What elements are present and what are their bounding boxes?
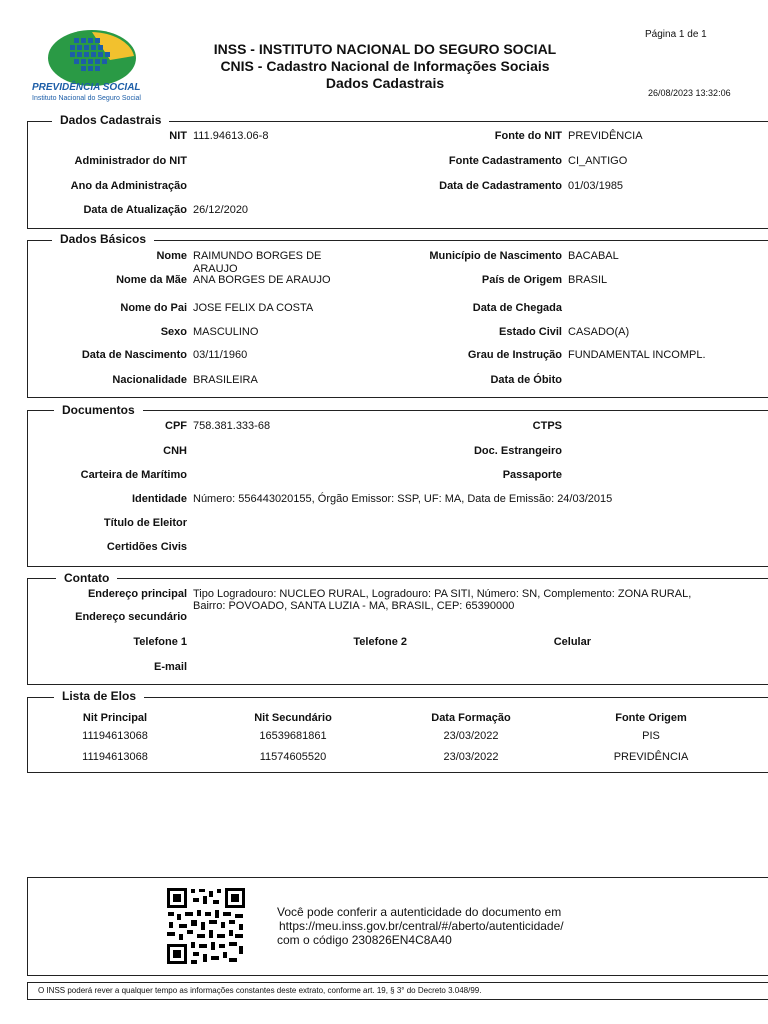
nome-value-line1: RAIMUNDO BORGES DE bbox=[193, 250, 322, 262]
endereco-secundario-label: Endereço secundário bbox=[75, 611, 187, 623]
generated-datetime: 26/08/2023 13:32:06 bbox=[648, 88, 731, 98]
nascimento-label: Data de Nascimento bbox=[81, 349, 187, 361]
table-cell: 11194613068 bbox=[82, 751, 148, 763]
auth-url[interactable]: https://meu.inss.gov.br/central/#/aberto/autenticidade/ bbox=[279, 919, 564, 933]
grau-value: FUNDAMENTAL INCOMPL. bbox=[568, 349, 706, 361]
nit-value: 111.94613.06-8 bbox=[193, 130, 269, 142]
admin-nit-label: Administrador do NIT bbox=[74, 155, 187, 167]
chegada-label: Data de Chegada bbox=[472, 302, 562, 314]
nacionalidade-label: Nacionalidade bbox=[112, 374, 187, 386]
ano-admin-label: Ano da Administração bbox=[70, 180, 187, 192]
section-title: Contato bbox=[56, 571, 117, 585]
fonte-nit-value: PREVIDÊNCIA bbox=[568, 130, 643, 142]
endereco-principal-line2: Bairro: POVOADO, SANTA LUZIA - MA, BRASIL, CEP: 65390000 bbox=[193, 600, 515, 612]
footer-note: O INSS poderá rever a qualquer tempo as informações constantes deste extrato, conforme art. 19, § 3° do Decreto 3.048/99. bbox=[38, 986, 482, 995]
nascimento-value: 03/11/1960 bbox=[193, 349, 248, 361]
nacionalidade-value: BRASILEIRA bbox=[193, 374, 258, 386]
table-cell: 16539681861 bbox=[259, 730, 327, 742]
table-header: Nit Principal bbox=[82, 712, 148, 724]
nome-value-line2: ARAUJO bbox=[193, 263, 238, 275]
nit-label: NIT bbox=[169, 130, 187, 142]
fonte-cad-value: CI_ANTIGO bbox=[568, 155, 628, 167]
table-cell: 23/03/2022 bbox=[443, 751, 499, 763]
pai-value: JOSE FELIX DA COSTA bbox=[193, 302, 314, 314]
estado-civil-label: Estado Civil bbox=[499, 326, 562, 338]
endereco-principal-label: Endereço principal bbox=[87, 588, 187, 600]
fonte-cad-label: Fonte Cadastramento bbox=[448, 155, 562, 167]
logo-subtitle: Instituto Nacional do Seguro Social bbox=[32, 95, 141, 102]
section-title: Dados Cadastrais bbox=[52, 113, 169, 127]
mae-value: ANA BORGES DE ARAUJO bbox=[193, 274, 331, 286]
table-cell: PIS bbox=[642, 730, 660, 742]
estado-civil-value: CASADO(A) bbox=[568, 326, 630, 338]
data-atual-label: Data de Atualização bbox=[83, 204, 187, 216]
mae-label: Nome da Mãe bbox=[116, 274, 187, 286]
section-title: Lista de Elos bbox=[54, 689, 144, 703]
telefone2-label: Telefone 2 bbox=[353, 636, 407, 648]
doc-estrangeiro-label: Doc. Estrangeiro bbox=[473, 445, 562, 457]
header-title-1: INSS - INSTITUTO NACIONAL DO SEGURO SOCIAL bbox=[213, 41, 557, 57]
header-title-2: CNIS - Cadastro Nacional de Informações Sociais bbox=[220, 58, 550, 74]
table-cell: 11574605520 bbox=[259, 751, 327, 763]
table-header: Fonte Origem bbox=[615, 712, 687, 724]
identidade-label: Identidade bbox=[131, 493, 187, 505]
header-title-3: Dados Cadastrais bbox=[325, 75, 445, 91]
grau-label: Grau de Instrução bbox=[467, 349, 562, 361]
ctps-label: CTPS bbox=[532, 420, 562, 432]
pais-label: País de Origem bbox=[481, 274, 562, 286]
table-cell: 23/03/2022 bbox=[443, 730, 499, 742]
auth-text-line1: Você pode conferir a autenticidade do documento em bbox=[277, 905, 562, 919]
data-atual-value: 26/12/2020 bbox=[193, 204, 249, 216]
table-cell: PREVIDÊNCIA bbox=[613, 751, 689, 763]
cpf-label: CPF bbox=[165, 420, 187, 432]
data-cad-value: 01/03/1985 bbox=[568, 180, 624, 192]
eleitor-label: Título de Eleitor bbox=[103, 517, 187, 529]
certidoes-label: Certidões Civis bbox=[106, 541, 187, 553]
data-cad-label: Data de Cadastramento bbox=[439, 180, 562, 192]
section-title: Documentos bbox=[54, 403, 143, 417]
fonte-nit-label: Fonte do NIT bbox=[494, 130, 562, 142]
section-title: Dados Básicos bbox=[52, 232, 154, 246]
sexo-label: Sexo bbox=[160, 326, 187, 338]
email-label: E-mail bbox=[153, 661, 187, 673]
pais-value: BRASIL bbox=[568, 274, 608, 286]
cpf-value: 758.381.333-68 bbox=[193, 420, 271, 432]
obito-label: Data de Óbito bbox=[490, 374, 562, 386]
logo-name: PREVIDÊNCIA SOCIAL bbox=[32, 82, 141, 93]
table-header: Data Formação bbox=[431, 712, 511, 724]
municipio-value: BACABAL bbox=[568, 250, 619, 262]
table-header: Nit Secundário bbox=[254, 712, 332, 724]
pai-label: Nome do Pai bbox=[120, 302, 187, 314]
celular-label: Celular bbox=[553, 636, 591, 648]
telefone1-label: Telefone 1 bbox=[133, 636, 187, 648]
identidade-value: Número: 556443020155, Órgão Emissor: SSP, UF: MA, Data de Emissão: 24/03/2015 bbox=[193, 493, 613, 505]
endereco-principal-line1: Tipo Logradouro: NUCLEO RURAL, Logradouro: PA SITI, Número: SN, Complemento: ZONA RURAL, bbox=[193, 588, 692, 600]
page-info: Página 1 de 1 bbox=[645, 29, 707, 40]
passaporte-label: Passaporte bbox=[502, 469, 562, 481]
nome-label: Nome bbox=[156, 250, 187, 262]
municipio-label: Município de Nascimento bbox=[429, 250, 562, 262]
sexo-value: MASCULINO bbox=[193, 326, 259, 338]
table-cell: 11194613068 bbox=[82, 730, 148, 742]
cnh-label: CNH bbox=[163, 445, 187, 457]
maritimo-label: Carteira de Marítimo bbox=[80, 469, 187, 481]
qr-code-icon[interactable] bbox=[165, 886, 247, 966]
auth-code: com o código 230826EN4C8A40 bbox=[277, 933, 452, 947]
